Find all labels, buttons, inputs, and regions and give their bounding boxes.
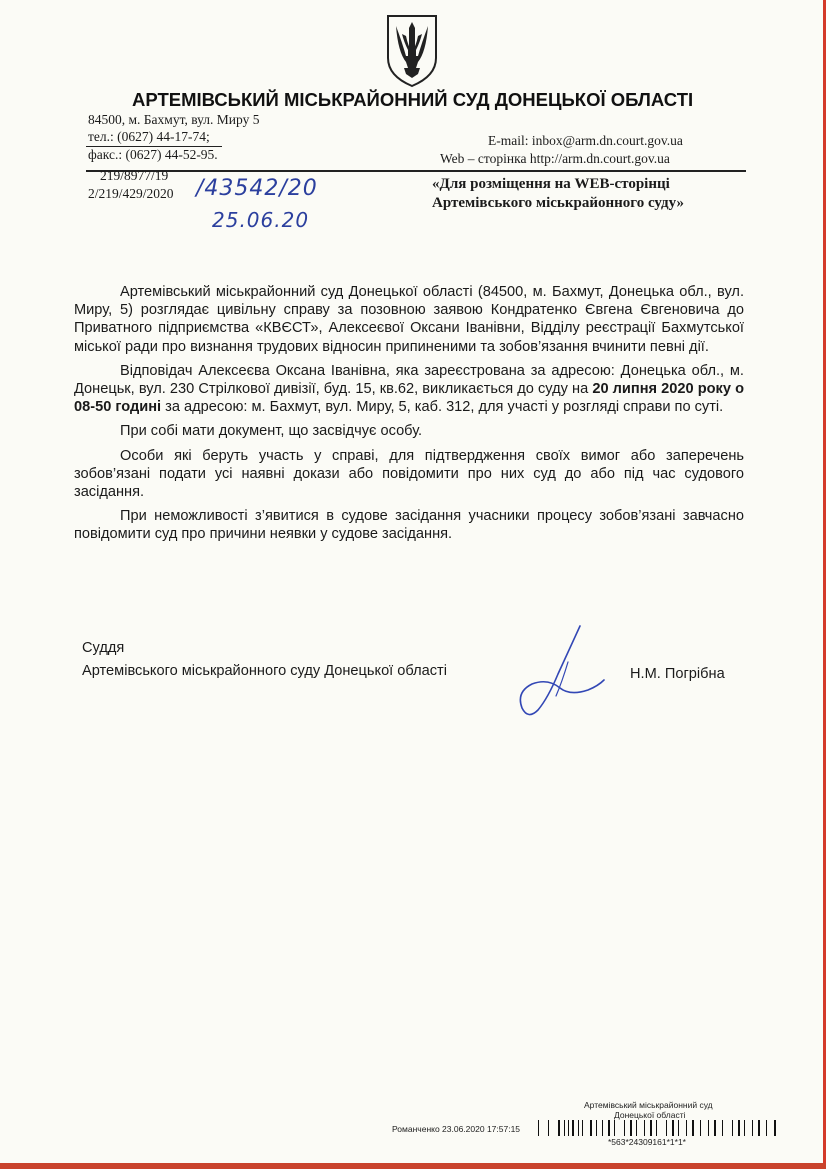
court-email: E-mail: inbox@arm.dn.court.gov.ua [488, 133, 683, 148]
handwritten-signature [508, 622, 608, 722]
tagline-line-2: Артемівського міськрайонного суду» [432, 195, 684, 211]
judge-title: Суддя [82, 640, 125, 656]
paragraph-summons [74, 362, 744, 417]
paragraph-case-description: Артемівський міськрайонний суд Донецької області (84500, м. Бахмут, Донецька обл., вул. Миру, 5) розглядає цивільну справу за позовною заявою Кондратенко Євгена Євгеновича до Приватного підприємства «КВЄСТ», Алексеєвої Оксани Іванівни, Відділу реєстрації Бахмутської міської ради про визнання трудових відносин припиненими та зобов’язання вчинити певні дії. [74, 284, 744, 355]
court-phone: тел.: (0627) 44-17-74; [88, 129, 210, 144]
tagline-line-1: «Для розміщення на WEB-сторінці [432, 176, 670, 192]
handwritten-date: 25.06.20 [212, 208, 310, 232]
case-number-1: 219/8977/19 [100, 168, 169, 183]
case-number-2: 2/219/429/2020 [88, 186, 174, 201]
stamp-registrar: Романченко 23.06.2020 17:57:15 [392, 1124, 521, 1134]
stamp-court-line-1: Артемівський міськрайонний суд [584, 1100, 713, 1110]
fax-divider [86, 146, 222, 147]
handwritten-number: /43542/20 [196, 176, 318, 201]
judge-name: Н.М. Погрібна [630, 666, 725, 682]
paragraph-absence-notice: При неможливості з’явитися в судове засідання учасники процесу зобов’язані завчасно повідомити суд про причини неявки у судове засідання. [74, 508, 744, 543]
web-publication-note [432, 175, 752, 213]
notice-body [74, 283, 744, 550]
page-bottom-edge [0, 1163, 826, 1169]
court-name: АРТЕМІВСЬКИЙ МІСЬКРАЙОННИЙ СУД ДОНЕЦЬКОЇ ОБЛАСТІ [132, 89, 694, 110]
stamp-court-line-2: Донецької області [614, 1110, 686, 1120]
header-divider [86, 170, 746, 172]
summons-intro: Відповідач Алексеєва Оксана Іванівна, яка зареєстрована за адресою: Донецька обл., м. Донецьк, вул. 230 Стрілкової дивізії, буд. 15, кв.62, викликається до суду на [74, 362, 744, 398]
document-barcode [538, 1120, 778, 1136]
judge-court: Артемівського міськрайонного суду Донецької області [82, 663, 447, 679]
court-address: 84500, м. Бахмут, вул. Миру 5 [88, 112, 260, 127]
paragraph-evidence: Особи які беруть участь у справі, для підтвердження своїх вимог або заперечень зобов’язані подати усі наявні докази або повідомити про них суд до або під час судового засідання. [74, 447, 744, 501]
barcode-number: *563*24309161*1*1* [608, 1137, 686, 1147]
court-website: Web – сторінка http://arm.dn.court.gov.ua [440, 151, 670, 166]
trident-emblem-icon [384, 12, 440, 88]
court-fax: факс.: (0627) 44-52-95. [88, 147, 218, 162]
paragraph-id-document: При собі мати документ, що засвідчує особу. [120, 423, 423, 440]
hearing-datetime: 20 липня 2020 року о 08-50 годині [74, 381, 744, 416]
summons-address: за адресою: м. Бахмут, вул. Миру, 5, каб. 312, для участі у розгляді справи по суті. [165, 399, 724, 416]
